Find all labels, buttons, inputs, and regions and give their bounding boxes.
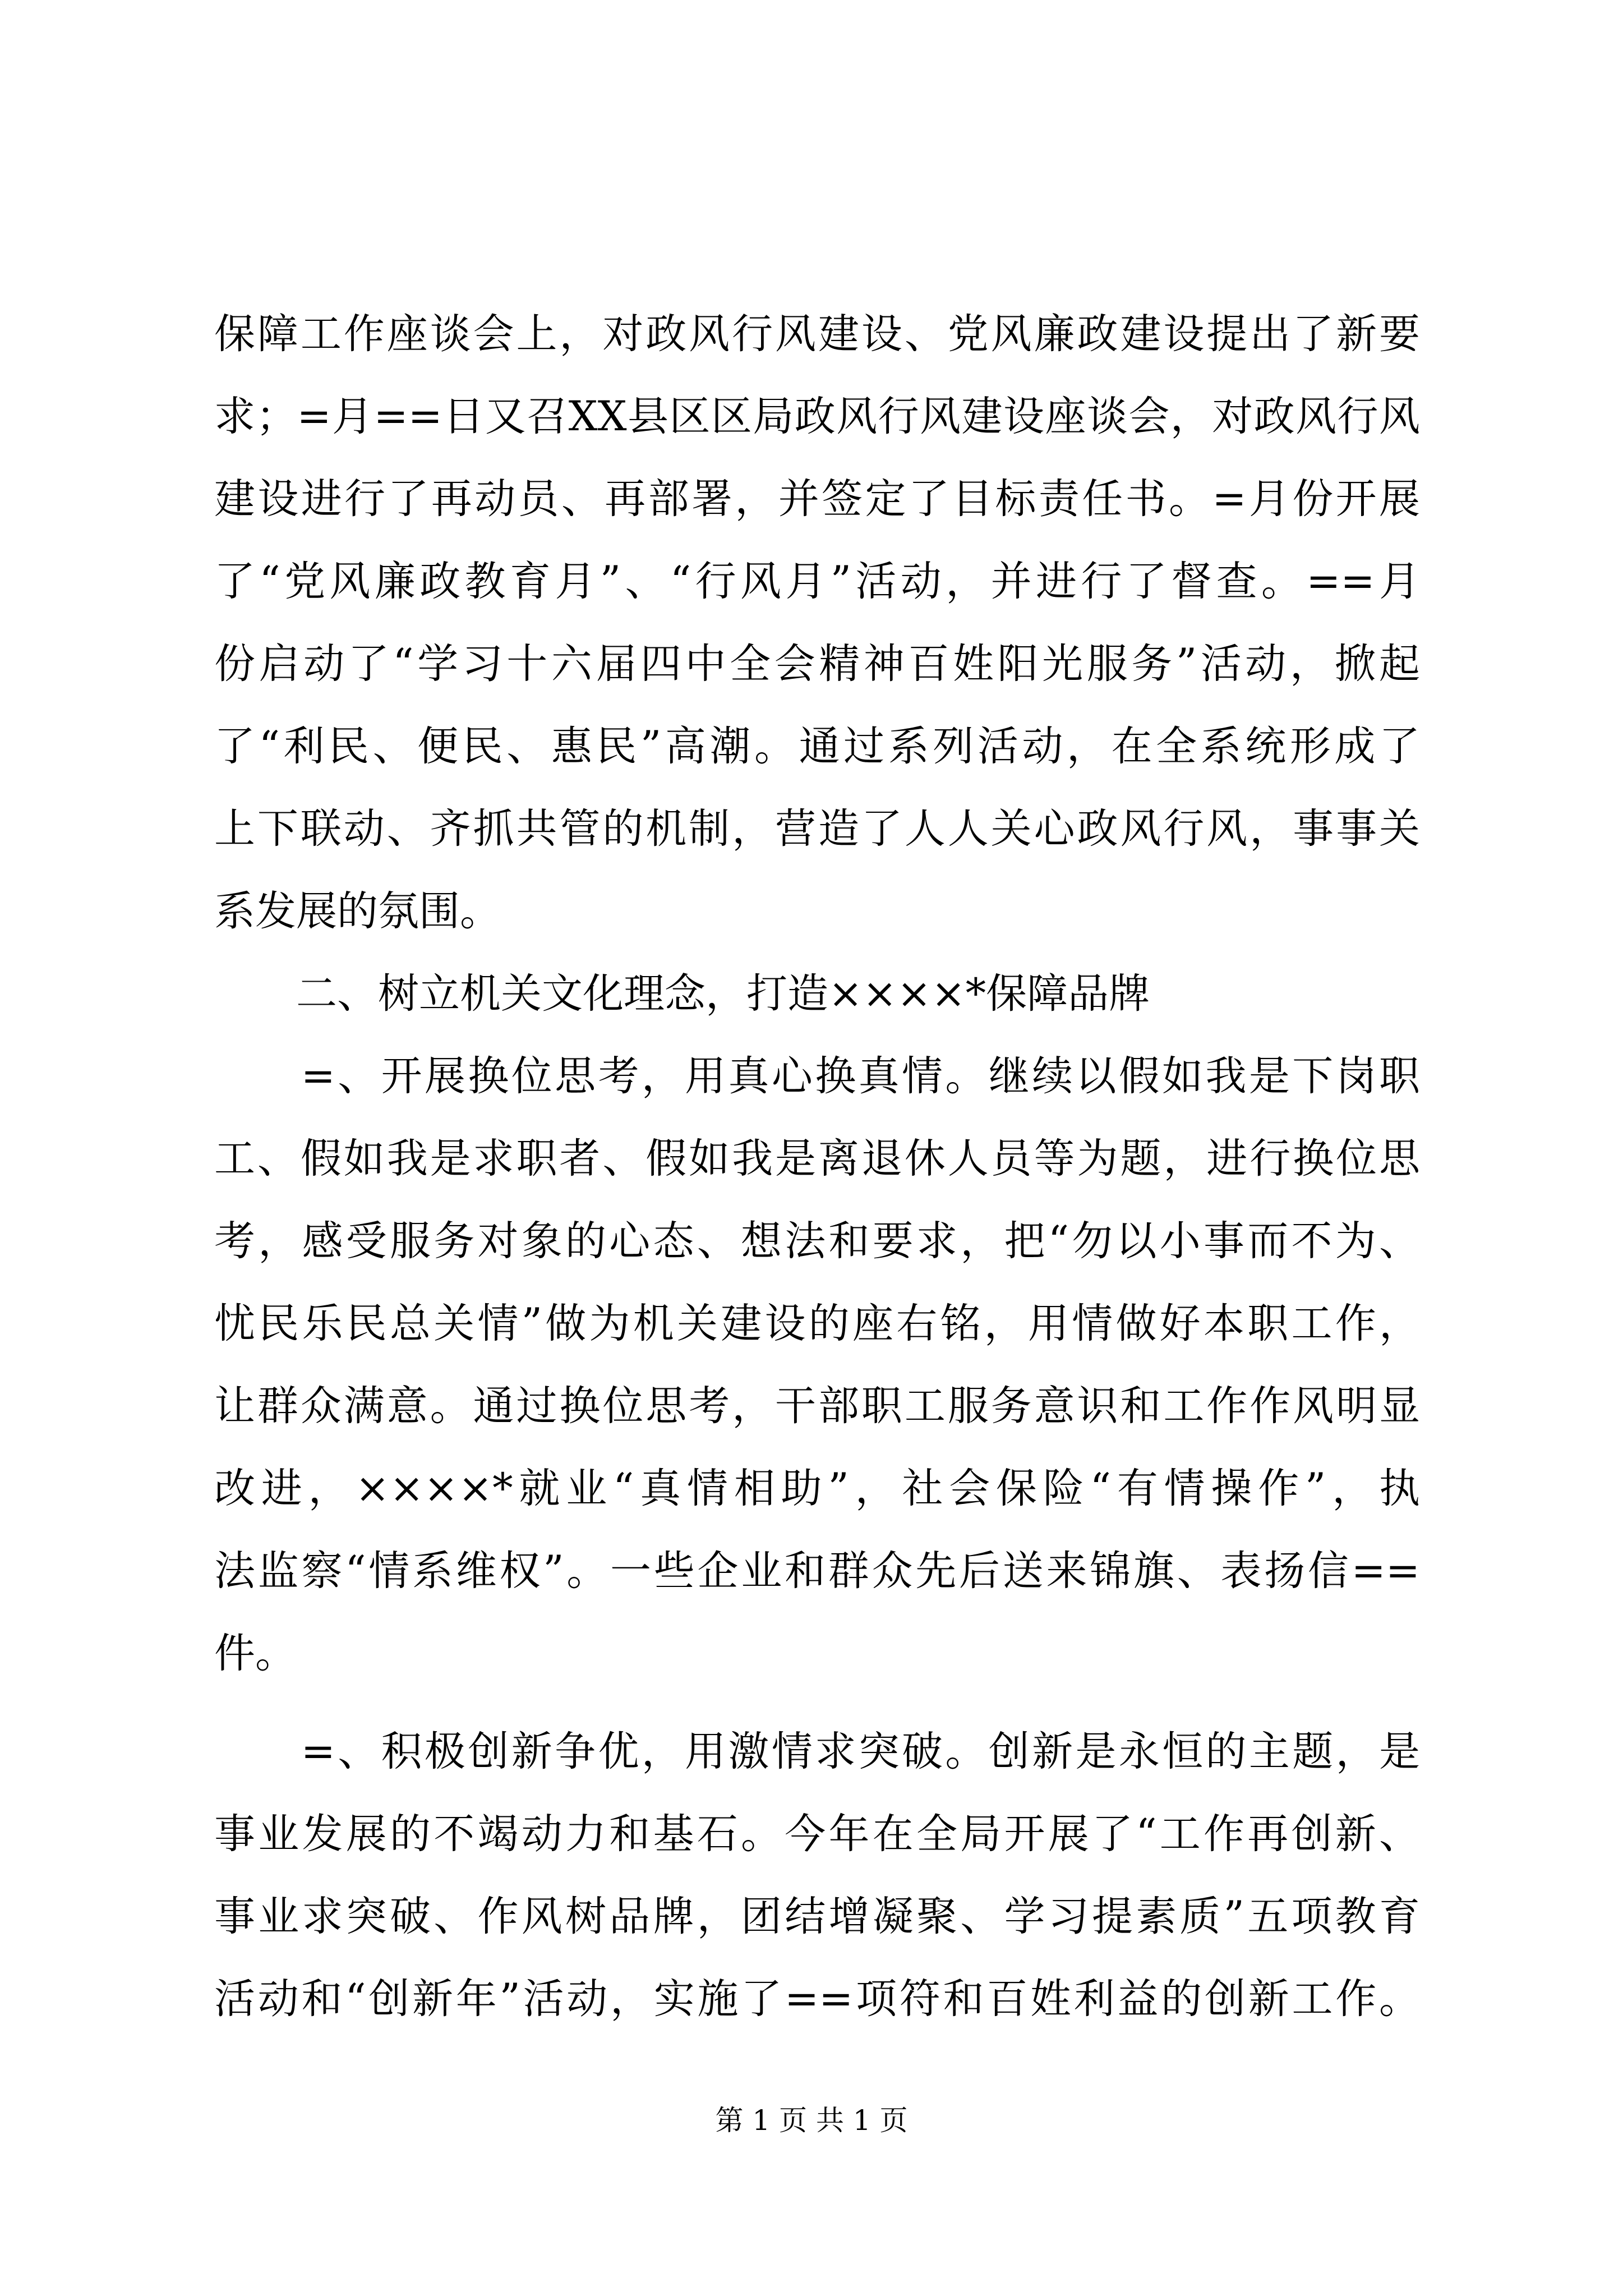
text-line: 保障工作座谈会上，对政风行风建设、党风廉政建设提出了新要 — [214, 310, 1420, 358]
text-line: 求；=月==日又召XX县区区局政风行风建设座谈会，对政风行风 — [214, 393, 1420, 440]
page-footer: 第 1 页 共 1 页 — [715, 2104, 908, 2137]
text-line: 活动和“创新年”活动，实施了==项符和百姓利益的创新工作。 — [214, 1975, 1420, 2023]
text-line: 事业发展的不竭动力和基石。今年在全局开展了“工作再创新、 — [214, 1810, 1420, 1858]
text-line: 忧民乐民总关情”做为机关建设的座右铭，用情做好本职工作， — [214, 1300, 1420, 1347]
text-line: =、开展换位思考，用真心换真情。继续以假如我是下岗职 — [214, 1052, 1420, 1100]
section-heading: 二、树立机关文化理念，打造××××*保障品牌 — [214, 970, 1150, 1018]
text-line: 件。 — [214, 1630, 296, 1677]
text-line: 建设进行了再动员、再部署，并签定了目标责任书。=月份开展 — [214, 475, 1420, 523]
paragraph-gap — [214, 1695, 1420, 1710]
document-body — [214, 293, 1420, 2040]
text-line: 工、假如我是求职者、假如我是离退休人员等为题，进行换位思 — [214, 1135, 1420, 1182]
text-line: 法监察“情系维权”。一些企业和群众先后送来锦旗、表扬信== — [214, 1547, 1420, 1595]
text-line: 份启动了“学习十六届四中全会精神百姓阳光服务”活动，掀起 — [214, 640, 1420, 688]
text-line: 事业求突破、作风树品牌，团结增凝聚、学习提素质”五项教育 — [214, 1893, 1420, 1940]
text-line: 了“党风廉政教育月”、“行风月”活动，并进行了督查。==月 — [214, 558, 1420, 605]
text-line: 改进，××××*就业“真情相助”，社会保险“有情操作”，执 — [214, 1465, 1420, 1512]
text-line: 了“利民、便民、惠民”高潮。通过系列活动，在全系统形成了 — [214, 723, 1420, 770]
text-line: 上下联动、齐抓共管的机制，营造了人人关心政风行风，事事关 — [214, 805, 1420, 853]
text-line: 考，感受服务对象的心态、想法和要求，把“勿以小事而不为、 — [214, 1217, 1420, 1265]
text-line: 系发展的氛围。 — [214, 887, 501, 935]
text-line: =、积极创新争优，用激情求突破。创新是永恒的主题，是 — [214, 1728, 1420, 1775]
text-line: 让群众满意。通过换位思考，干部职工服务意识和工作作风明显 — [214, 1382, 1420, 1430]
